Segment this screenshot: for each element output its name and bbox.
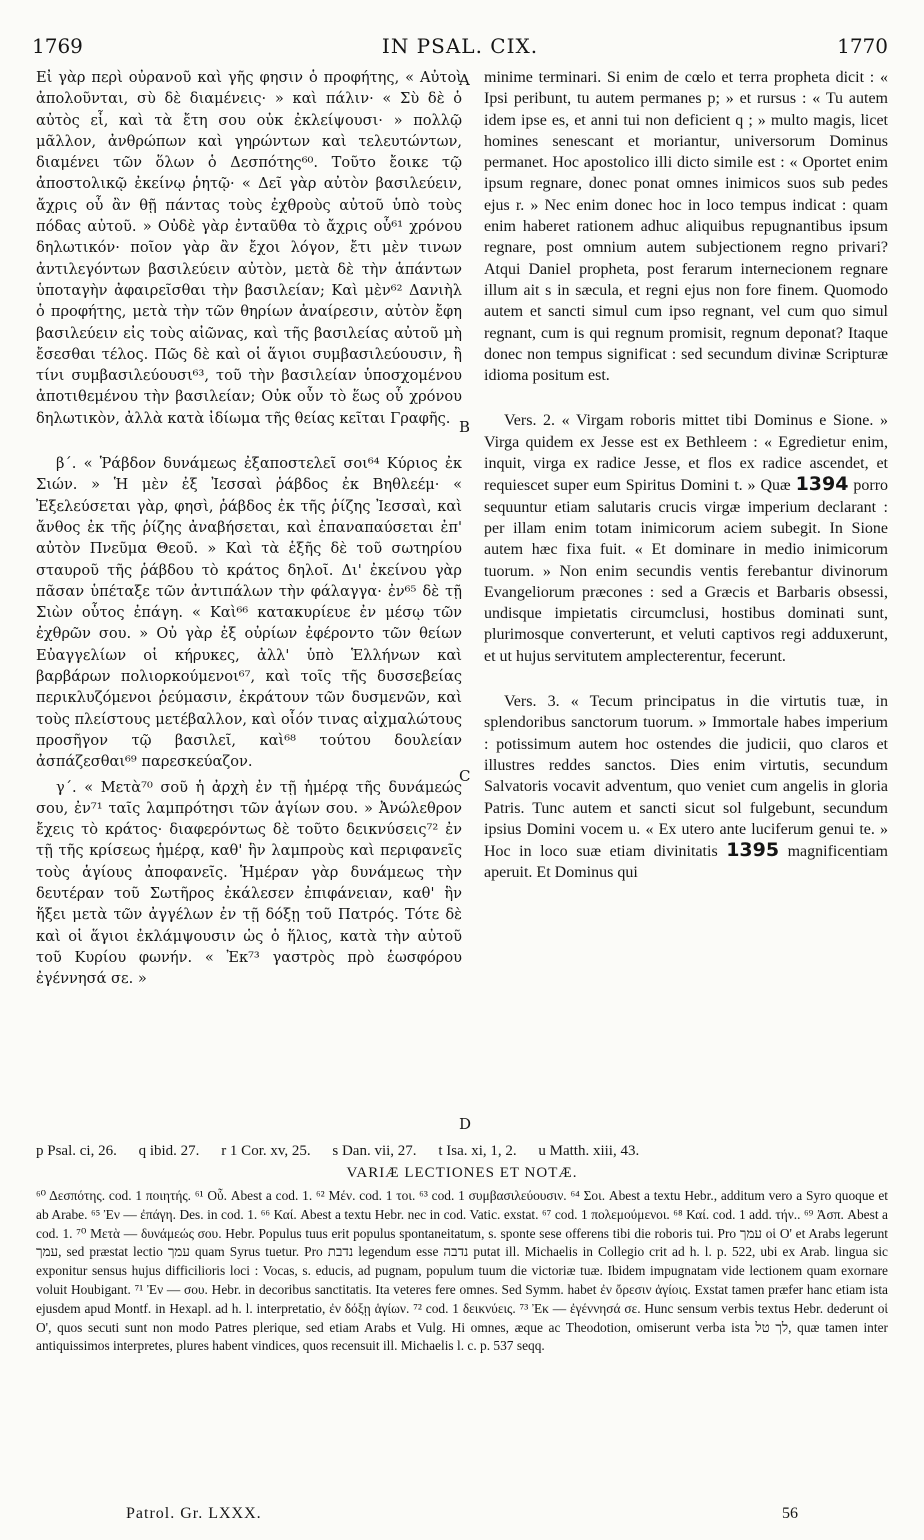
running-title: IN PSAL. CIX.	[381, 34, 539, 58]
variant-notes	[36, 1187, 888, 1356]
greek-paragraph-1: Εἰ γὰρ περὶ οὐρανοῦ καὶ γῆς φησιν ὁ προφήτης, « Αὐτοὶ ἀπολοῦνται, σὺ δὲ διαμένεις· » καὶ πάλιν· « Σὺ δὲ ὁ αὐτὸς εἶ, καὶ τὰ ἔτη σου οὐκ ἐκλείψουσι· » πολλῷ μᾶλλον, ἀνθρώπων καὶ γηρώντων καὶ τελευτώντων, διαμένει τῶν ὅλων ὁ Δεσπότης⁶⁰. Τοῦτο ἔοικε τῷ ἀποστολικῷ ἐκείνῳ ῥητῷ· « Δεῖ γὰρ αὐτὸν βασιλεύειν, ἄχρις οὗ ἂν θῇ πάντας τοὺς ἐχθροὺς αὐτοῦ ὑπὸ τοὺς πόδας αὐτοῦ. » Οὐδὲ γὰρ ἐνταῦθα τὸ ἄχρις οὗ⁶¹ χρόνου δηλωτικόν· ποῖον γὰρ ἂν ἔχοι λόγον, ἔτι μὲν τινων ἀντιλεγόντων βασιλεύειν αὐτὸν, μετὰ δὲ τὴν ἁπάντων ὑποταγὴν ἀφαιρεῖσθαι τὴν βασιλείαν; Καὶ μὲν⁶² Δανιὴλ ὁ προφήτης, μετὰ τὴν τῶν θηρίων ἀναίρεσιν, αὐτὸν ἔφη βασιλεύειν εἰς τοὺς αἰῶνας, καὶ τῆς βασιλείας αὐτοῦ μὴ ἔσεσθαι τέλος. Πῶς δὲ καὶ οἱ ἅγιοι συμβασιλεύουσιν, ἢ τίνι συμβασιλεύουσι⁶³, τοῦ τὴν βασιλείαν ὑποσχομένου ἀποτιθεμένου τὴν βασιλείαν; Οὐκ οὖν τὸ ἕως οὗ χρόνου δηλωτικὸν, ἀλλὰ κατὰ ἰδίωμα τῆς θείας κεῖται Γραφῆς.	[36, 69, 462, 427]
signature-number: 56	[782, 1505, 798, 1522]
page-header	[32, 34, 888, 60]
footnote-ref: u Matth. xiii, 43.	[538, 1143, 640, 1159]
latin-paragraph-2-end: porro sequuntur etiam salutaris crucis virgæ imperium declarant : per illam enim totam inimicorum aciem subegit. In Sione autem hæc fixa fuit. « Et dominare in medio inimicorum tuorum. » Non enim secundis ventis ferebantur divinorum Evangeliorum præcones : sed a Græcis et Barbaris obsessi, undisque impietatis circumclusi, hostibus dominati sunt, plurimosque converterunt, et veluti captivos regi adduxerunt, et ut hujus servitutem amplecterentur, fecerunt.	[484, 477, 888, 665]
margin-letter-a: A	[459, 71, 470, 89]
footnote-ref: r 1 Cor. xv, 25.	[221, 1143, 311, 1159]
greek-column	[36, 67, 462, 1147]
scripture-references	[36, 1143, 888, 1160]
greek-paragraph-2: β΄. « Ῥάβδον δυνάμεως ἐξαποστελεῖ σοι⁶⁴ Κύριος ἐκ Σιών. » Ἡ μὲν ἐξ Ἰεσσαὶ ῥάβδος ἐκ Βηθλεέμ· « Ἐξελεύσεται γὰρ, φησὶ, ῥάβδος ἐκ τῆς ῥίζης Ἰεσσαὶ, καὶ ἄνθος ἐκ τῆς ῥίζης ἀναβήσεται, καὶ ἐπαναπαύσεται ἐπ' αὐτὸν Πνεῦμα Θεοῦ. » Καὶ τὰ ἑξῆς δὲ τοῦ σωτηρίου σταυροῦ τῆς ῥάβδου τὸ κράτος δηλοῖ. Δι' ἐκείνου γὰρ πᾶσαν ὑπέταξε τῶν ἀντιπάλων τὴν φάλαγγα· ἐν⁶⁵ δὲ τῇ Σιὼν οὗτος ἐπάγη. « Καὶ⁶⁶ κατακυρίευε ἐν μέσῳ τῶν ἐχθρῶν σου. » Οὐ γὰρ ἐξ οὐρίων ἐφέροντο τῶν θείων Εὐαγγελίων οἱ κήρυκες, ἀλλ' ὑπὸ Ἑλλήνων καὶ βαρβάρων πολιορκούμενοι⁶⁷, καὶ τοῖς τῆς δυσσεβείας περικλυζόμενοι ῥεύμασιν, ἐκράτουν τῶν δυσμενῶν, καὶ τοὺς πλείστους μετέβαλλον, καὶ οἷόν τινας αἰχμαλώτους προσῆγον τῷ βασιλεῖ, καὶ⁶⁸ τούτου δουλείαν ἀσπάζεσθαι⁶⁹ παρεσκεύαζον.	[36, 455, 462, 771]
margin-letter-c: C	[459, 767, 471, 785]
column-marker-1394: 1394	[795, 473, 849, 496]
latin-paragraph-3-start: Vers. 3. « Tecum principatus in die virtutis tuæ, in splendoribus sanctorum tuorum. » Immortale habes imperium : potissimum autem hoc ostendes die judicii, quo claros et illustres reddes sanctos. Dies enim virtutis, secundum Salvatoris vocavit adventum, quo veniet cum angelis in gloria Patris. Tunc autem et sancti sicut sol fulgebunt, secundum ipsius Domini vocem u. « Ex utero ante luciferum genui te. » Hoc in loco suæ etiam divinitatis	[484, 693, 888, 861]
series-label: Patrol. Gr. LXXX.	[126, 1505, 262, 1522]
margin-letter-b: B	[459, 418, 471, 436]
footnote-ref: q ibid. 27.	[138, 1143, 200, 1159]
left-page-number: 1769	[32, 34, 83, 58]
notes-heading: VARIÆ LECTIONES ET NOTÆ.	[346, 1165, 578, 1181]
column-marker-1395: 1395	[726, 839, 780, 862]
latin-column	[484, 67, 888, 1147]
notes-text: ⁶⁰ Δεσπότης. cod. 1 ποιητής. ⁶¹ Οὗ. Abest a cod. 1. ⁶² Μέν. cod. 1 τοι. ⁶³ cod. 1 συμβασιλεύουσιν. ⁶⁴ Σοι. Abest a textu Hebr., additum vero a Syro quoque et ab Arabe. ⁶⁵ Ἐν — ἐπάγη. Des. in cod. 1. ⁶⁶ Καί. Abest a textu Hebr. nec in cod. Vatic. exstat. ⁶⁷ cod. 1 πολεμούμενοι. ⁶⁸ Καί. cod. 1 add. τήν.. ⁶⁹ Ἀσπ. Abest a cod. 1. ⁷⁰ Μετὰ — δυνάμεώς σου. Hebr. Populus tuus erit populus spontaneitatum, s. sponte sese offerens tibi die roboris tui. Pro עמך οἱ Ο' et Arabs legerunt עמך, sed præstat lectio עמך quam Syrus tuetur. Pro נדבת legendum esse נדבה putat ill. Michaelis in Collegio crit ad h. l. p. 522, ubi ex Arab. lingua sic exponitur sensus hujus difficilioris loci : Vocas, s. educis, ad pugnam, populum tuum die victoriæ tuæ. Ibidem impugnatam vide lectionem quam exornare voluit Houbigant. ⁷¹ Ἐν — σου. Hebr. in decoribus sanctitatis. Ita veteres fere omnes. Sed Symm. habet ἐν ὄρεσιν ἁγίοις. Exstat tamen præfer hanc etiam ista ejusdem apud Montf. in Hexapl. ad h. l. interpretatio, ἐν δόξῃ ἁγίων. ⁷² cod. 1 δεικνύεις. ⁷³ Ἐκ — ἐγέννησά σε. Hunc sensum verbis textus Hebr. dederunt οἱ Ο', quos secuti sunt non modo Patres plerique, sed etiam Arabs et Vulg. Hi omnes, æque ac Theodotion, omiserunt verba ista לך טל, quæ tamen inter antiquissimos interpretes, plures habent vindices, quos recensuit ill. Michaelis l. c. p. 537 seqq.	[36, 1188, 889, 1354]
latin-paragraph-3	[484, 691, 888, 884]
latin-paragraph-3-end: magnificentiam aperuit. Et Dominus qui	[484, 843, 888, 882]
footnote-ref: s Dan. vii, 27.	[332, 1143, 417, 1159]
greek-paragraph-3: γ΄. « Μετὰ⁷⁰ σοῦ ἡ ἀρχὴ ἐν τῇ ἡμέρᾳ τῆς δυνάμεώς σου, ἐν⁷¹ ταῖς λαμπρότησι τῶν ἁγίων σου. » Ἀνώλεθρον ἔχεις τὸ κράτος· διαφερόντως δὲ τοῦτο δεικνύσεις⁷² ἐν τῇ τῆς κρίσεως ἡμέρᾳ, καθ' ἣν λαμπροὺς καὶ περιφανεῖς τοὺς ἁγίους ἀποφανεῖς. Ἡμέραν γὰρ δυνάμεως τὴν δευτέραν τοῦ Σωτῆρος ἐκάλεσεν ἐπιφάνειαν, καθ' ἣν ἥξει μετὰ τῶν ἀγγέλων ἐν τῇ δόξῃ τοῦ Πατρός. Τότε δὲ καὶ οἱ ἅγιοι ἐκλάμψουσιν ὡς ὁ ἥλιος, κατὰ τὴν αὐτοῦ τοῦ Κυρίου φωνήν. « Ἐκ⁷³ γαστρὸς πρὸ ἑωσφόρου ἐγέννησά σε. »	[36, 778, 462, 988]
latin-paragraph-2-start: Vers. 2. « Virgam roboris mittet tibi Dominus e Sione. » Virga quidem ex Jesse est ex Bethleem : « Egredietur enim, inquit, virga ex radice Jesse, et flos ex radice ascendet, et requiescet super eum Spiritus Domini t. » Quæ	[484, 412, 888, 495]
margin-letter-d: D	[459, 1115, 472, 1133]
footnote-ref: p Psal. ci, 26.	[36, 1143, 117, 1159]
latin-paragraph-1: minime terminari. Si enim de cœlo et terra propheta dicit : « Ipsi peribunt, tu autem permanes p; » et rursus : « Tu autem idem ipse es, et anni tui non deficient q ; » multo magis, licet homines senescant et moriantur, universorum Dominus permanet. Hoc apostolico illi dicto simile est : « Oportet enim ipsum regnare, donec ponat omnes inimicos suos sub pedes ejus r. » Nec enim donec hoc in loco tempus indicat : quam enim haberet rationem adhuc aliquibus repugnantibus ipsum regnare, post omnium autem subjectionem regno privari? Atqui Daniel propheta, post ferarum internecionem regnare illum ait s in sæcula, et regni ejus non fore finem. Quomodo autem et sancti simul cum ipso regnant, vel cum quo simul regnant, cum is qui regnum promisit, regnum deponat? Itaque donec non tempus significat : sed secundum divinæ Scripturæ idioma positum est.	[484, 69, 888, 385]
footnote-ref: t Isa. xi, 1, 2.	[438, 1143, 517, 1159]
page-footer	[0, 1505, 924, 1529]
right-page-number: 1770	[837, 34, 888, 58]
latin-paragraph-2	[484, 410, 888, 667]
